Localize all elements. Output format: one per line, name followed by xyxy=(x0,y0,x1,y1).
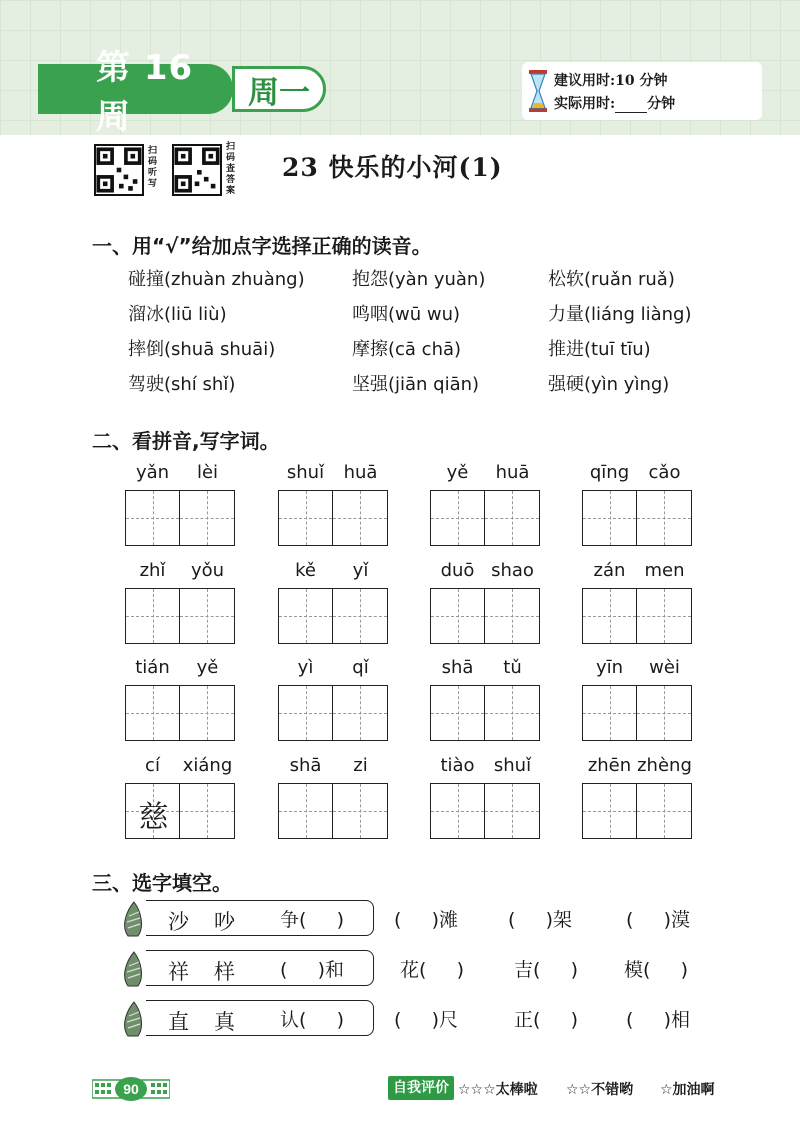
pinyin-options: (jiān qiān) xyxy=(388,374,480,395)
word: 松软 xyxy=(548,269,584,290)
pinyin: tián xyxy=(135,657,170,678)
choice-char: 样 xyxy=(214,960,235,984)
writing-cell[interactable] xyxy=(430,588,485,644)
word: 坚强 xyxy=(352,374,388,395)
writing-cell[interactable] xyxy=(180,685,235,741)
pinyin: yì xyxy=(297,657,314,678)
word: 推进 xyxy=(548,339,584,360)
pinyin: xiáng xyxy=(182,755,233,776)
pinyin-options: (liáng liàng) xyxy=(584,304,692,325)
writing-cell[interactable] xyxy=(430,783,485,839)
pinyin: qīng xyxy=(589,462,630,483)
actual-time-label: 实际用时: xyxy=(554,96,616,112)
header-band xyxy=(0,0,800,135)
pinyin: zhǐ xyxy=(139,560,166,581)
fill-blank[interactable]: 认( ) xyxy=(280,1009,345,1031)
pronunciation-item[interactable] xyxy=(128,265,305,291)
choice-char: 真 xyxy=(214,1010,235,1034)
fill-blank[interactable]: ( )漠 xyxy=(626,909,691,931)
writing-cell[interactable] xyxy=(180,783,235,839)
writing-cell[interactable] xyxy=(278,490,333,546)
pinyin: cí xyxy=(145,755,160,776)
choice-char: 直 xyxy=(168,1010,189,1034)
pinyin-options: (liū liù) xyxy=(164,304,227,325)
section1-heading: 一、用“√”给加点字选择正确的读音。 xyxy=(92,234,432,258)
pinyin: men xyxy=(644,560,685,581)
word: 力量 xyxy=(548,304,584,325)
writing-cell[interactable] xyxy=(180,490,235,546)
pinyin: cǎo xyxy=(648,462,681,483)
qr-code-listen[interactable] xyxy=(94,144,144,196)
writing-cell[interactable] xyxy=(333,490,388,546)
fill-blank[interactable]: 花( ) xyxy=(400,959,465,981)
self-eval-label: 自我评价 xyxy=(388,1076,454,1100)
writing-cell[interactable] xyxy=(637,685,692,741)
pinyin: yě xyxy=(446,462,469,483)
choice-char: 祥 xyxy=(168,960,189,984)
fill-blank[interactable]: 正( ) xyxy=(514,1009,579,1031)
pinyin: shao xyxy=(491,560,534,581)
pinyin-options: (yàn yuàn) xyxy=(388,269,486,290)
pronunciation-item[interactable] xyxy=(352,265,485,291)
qr-icon xyxy=(96,146,142,194)
pinyin-options: (tuī tīu) xyxy=(584,339,651,360)
writing-cell[interactable] xyxy=(582,783,637,839)
pinyin: huā xyxy=(495,462,530,483)
fill-blank[interactable]: ( )和 xyxy=(280,959,345,981)
choice-row xyxy=(118,898,758,938)
pronunciation-item[interactable] xyxy=(352,370,479,396)
writing-cell[interactable] xyxy=(485,588,540,644)
qr-caption-listen: 扫码听写 xyxy=(148,146,158,189)
pronunciation-item[interactable] xyxy=(548,335,651,361)
writing-cell[interactable] xyxy=(125,588,180,644)
writing-cell[interactable] xyxy=(637,490,692,546)
choice-row xyxy=(118,948,758,988)
writing-cell[interactable] xyxy=(637,588,692,644)
actual-time-unit: 分钟 xyxy=(647,96,676,112)
pronunciation-item[interactable] xyxy=(128,335,275,361)
pinyin: yīn xyxy=(595,657,624,678)
writing-cell[interactable] xyxy=(430,685,485,741)
word: 强硬 xyxy=(548,374,584,395)
eval-option-great[interactable]: ☆☆☆太棒啦 xyxy=(458,1082,538,1098)
writing-cell[interactable] xyxy=(125,783,180,839)
writing-cell[interactable] xyxy=(333,685,388,741)
writing-cell[interactable] xyxy=(125,685,180,741)
writing-cell[interactable] xyxy=(637,783,692,839)
word: 摩擦 xyxy=(352,339,388,360)
week-label: 第 16 周 xyxy=(96,48,194,137)
writing-cell[interactable] xyxy=(582,588,637,644)
writing-cell[interactable] xyxy=(485,685,540,741)
writing-cell[interactable] xyxy=(333,783,388,839)
writing-cell[interactable] xyxy=(430,490,485,546)
pronunciation-item[interactable] xyxy=(128,370,235,396)
lesson-title: 23 快乐的小河(1) xyxy=(282,153,503,182)
pronunciation-item[interactable] xyxy=(548,265,675,291)
fill-blank[interactable]: ( )尺 xyxy=(394,1009,459,1031)
pinyin: zi xyxy=(353,755,368,776)
pinyin: zán xyxy=(593,560,626,581)
pinyin: duō xyxy=(440,560,475,581)
fill-blank[interactable]: ( )相 xyxy=(626,1009,691,1031)
word: 抱怨 xyxy=(352,269,388,290)
pinyin: tǔ xyxy=(503,657,522,678)
pinyin-options: (wū wu) xyxy=(388,304,461,325)
writing-cell[interactable] xyxy=(278,685,333,741)
pronunciation-item[interactable] xyxy=(352,335,461,361)
pinyin: shuǐ xyxy=(286,462,325,483)
section3-heading: 三、选字填空。 xyxy=(92,871,232,895)
choice-row xyxy=(118,998,758,1038)
pronunciation-item[interactable] xyxy=(548,370,669,396)
pinyin-options: (yìn yìng) xyxy=(584,374,670,395)
example-character: 慈 xyxy=(138,800,169,835)
writing-cell[interactable] xyxy=(333,588,388,644)
pinyin: yě xyxy=(196,657,219,678)
pronunciation-item[interactable] xyxy=(128,300,227,326)
fill-blank[interactable]: ( )滩 xyxy=(394,909,459,931)
pinyin-options: (zhuàn zhuàng) xyxy=(164,269,305,290)
fill-blank[interactable]: 争( ) xyxy=(280,909,345,931)
pinyin: shā xyxy=(289,755,322,776)
pinyin: zhèng xyxy=(637,755,692,776)
hourglass-icon xyxy=(528,70,548,112)
writing-cell[interactable] xyxy=(125,490,180,546)
qr-icon xyxy=(174,146,220,194)
writing-cell[interactable] xyxy=(582,490,637,546)
suggested-time: 建议用时:10 分钟 xyxy=(554,73,668,89)
pinyin: kě xyxy=(295,560,316,581)
pinyin: yǐ xyxy=(352,560,369,581)
pinyin: tiào xyxy=(440,755,475,776)
pinyin: wèi xyxy=(649,657,680,678)
fill-blank[interactable]: 模( ) xyxy=(624,959,689,981)
page-number-badge xyxy=(92,1076,170,1102)
word: 摔倒 xyxy=(128,339,164,360)
choice-char: 吵 xyxy=(214,910,235,934)
qr-code-answer[interactable] xyxy=(172,144,222,196)
pronunciation-item[interactable] xyxy=(352,300,460,326)
eval-option-good[interactable]: ☆☆不错哟 xyxy=(566,1082,634,1098)
pinyin: zhēn xyxy=(587,755,632,776)
writing-cell[interactable] xyxy=(278,588,333,644)
week-banner xyxy=(38,48,233,137)
actual-time xyxy=(554,93,675,113)
actual-time-blank[interactable] xyxy=(615,99,647,113)
section2-heading: 二、看拼音,写字词。 xyxy=(92,429,280,453)
word: 碰撞 xyxy=(128,269,164,290)
pinyin-options: (cā chā) xyxy=(388,339,462,360)
pinyin: yǎn xyxy=(135,462,170,483)
writing-cell[interactable] xyxy=(582,685,637,741)
fill-blank[interactable]: 吉( ) xyxy=(514,959,579,981)
pinyin: huā xyxy=(343,462,378,483)
pronunciation-item[interactable] xyxy=(548,300,692,326)
day-label: 周一 xyxy=(248,74,310,111)
page-number: 90 xyxy=(123,1081,139,1097)
word: 鸣咽 xyxy=(352,304,388,325)
fill-blank[interactable]: ( )架 xyxy=(508,909,573,931)
writing-cell[interactable] xyxy=(485,783,540,839)
pinyin: lèi xyxy=(196,462,219,483)
choice-char: 沙 xyxy=(168,910,189,934)
pinyin-options: (ruǎn ruǎ) xyxy=(584,269,675,290)
time-panel xyxy=(522,62,762,120)
pinyin-options: (shí shǐ) xyxy=(164,374,236,395)
writing-cell[interactable] xyxy=(485,490,540,546)
writing-cell[interactable] xyxy=(278,783,333,839)
pinyin: yǒu xyxy=(190,560,225,581)
word: 驾驶 xyxy=(128,374,164,395)
writing-cell[interactable] xyxy=(180,588,235,644)
pinyin: shuǐ xyxy=(493,755,532,776)
eval-option-keep[interactable]: ☆加油啊 xyxy=(660,1082,715,1098)
word: 溜冰 xyxy=(128,304,164,325)
qr-caption-answer: 扫码查答案 xyxy=(226,142,236,196)
pinyin: shā xyxy=(441,657,474,678)
pinyin: qǐ xyxy=(352,657,369,678)
pinyin-options: (shuā shuāi) xyxy=(164,339,276,360)
day-banner xyxy=(232,66,326,112)
